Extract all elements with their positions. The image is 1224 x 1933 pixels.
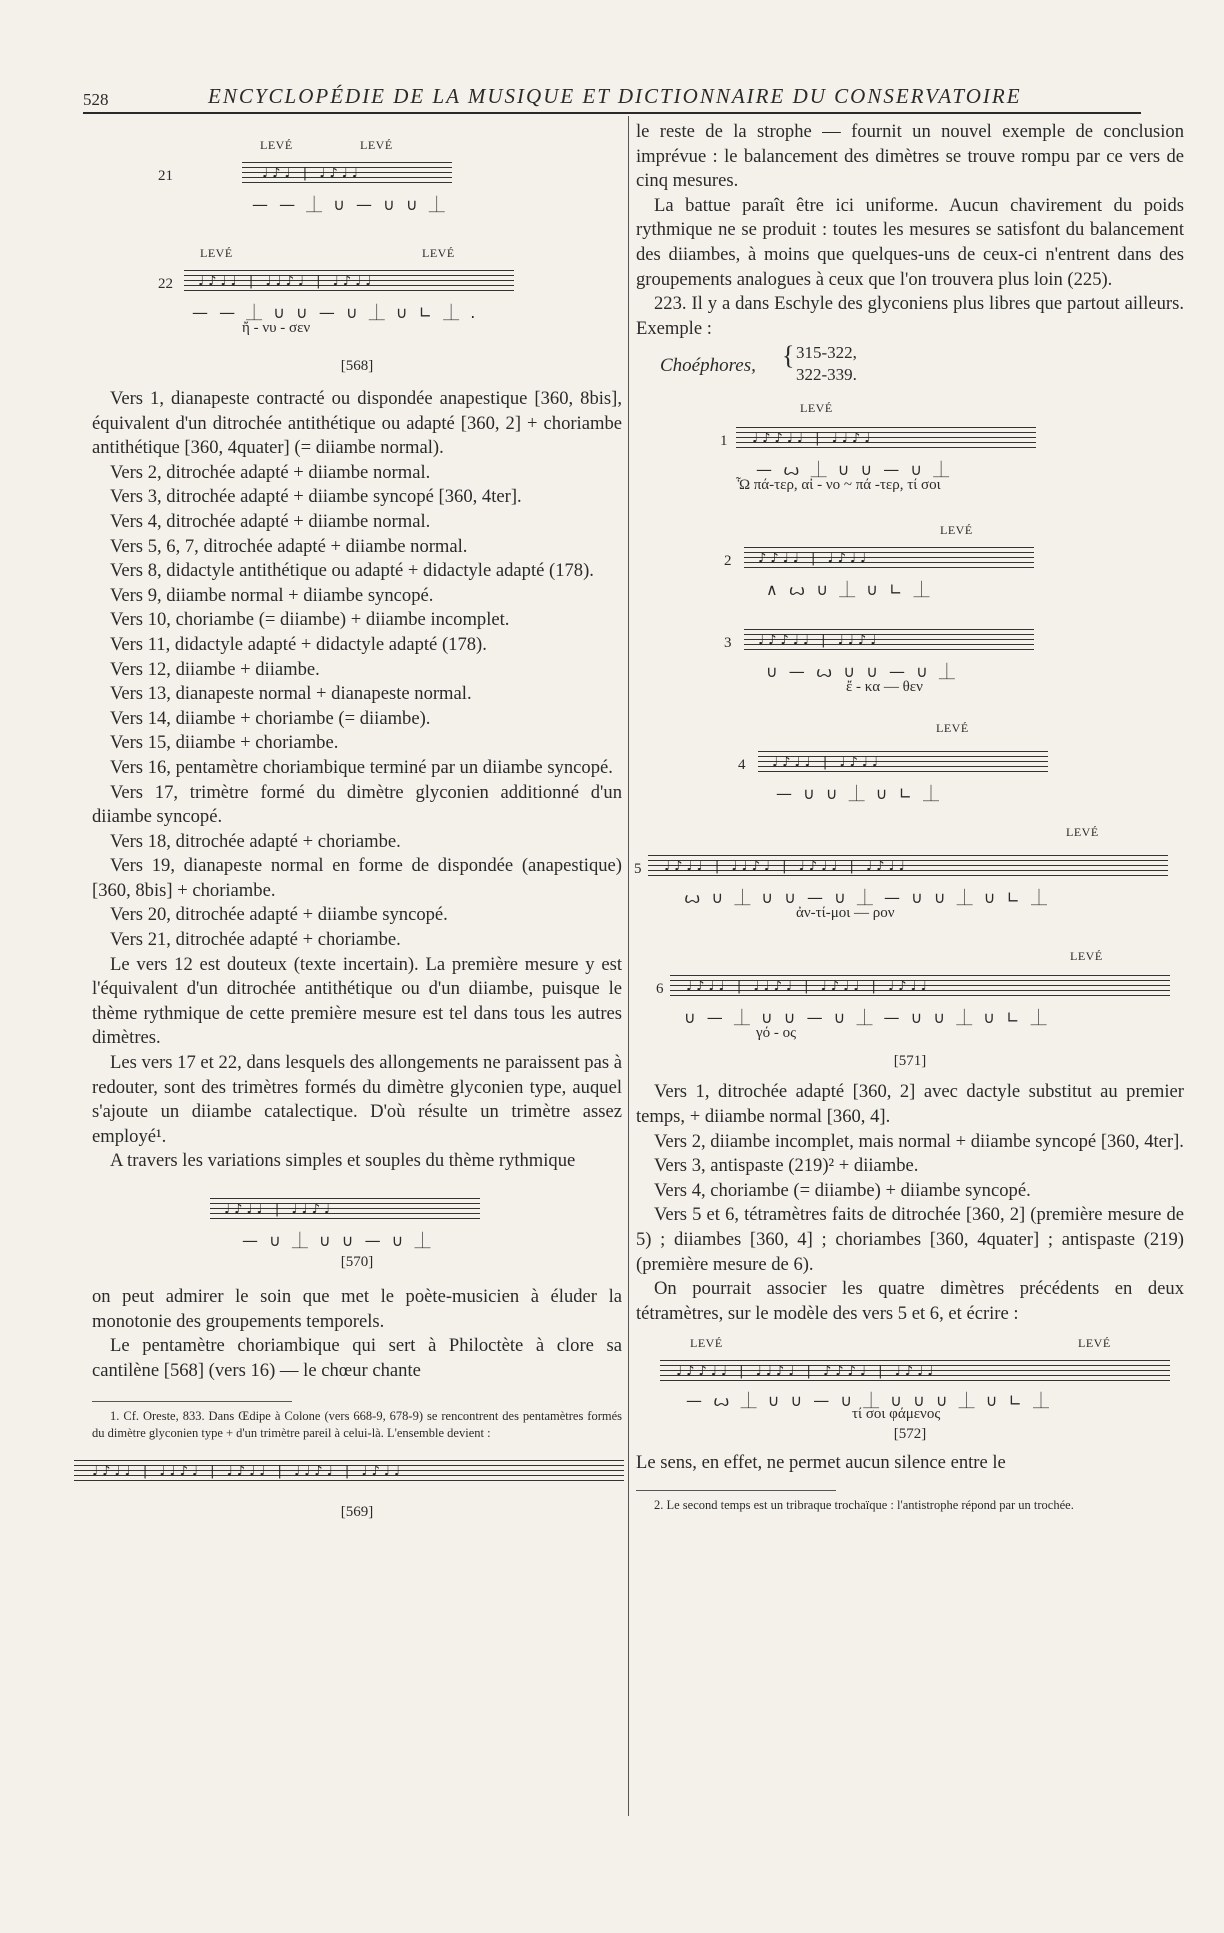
paragraph: Vers 14, diiambe + choriambe (= diiambe). xyxy=(110,707,431,729)
footnote: 2. Le second temps est un tribraque trochaïque : l'antistrophe répond par un trochée. xyxy=(654,1497,1074,1512)
paragraph: Vers 3, antispaste (219)² + diiambe. xyxy=(654,1155,919,1177)
paragraph: Vers 4, ditrochée adapté + diiambe normal. xyxy=(110,510,431,532)
footnote: 1. Cf. Oreste, 833. Dans Œdipe à Colone (vers 668-9, 678-9) se rencontrent des pentamètres formés du dimètre glyconien type + d'un trimètre pareil à celui-là. L'ensemble devient : xyxy=(92,1409,622,1441)
work-title: Choéphores, xyxy=(660,355,756,377)
leve-mark: LEVÉ xyxy=(690,1336,723,1351)
music-staff xyxy=(670,975,1170,997)
music-example-r2 xyxy=(636,503,1184,599)
paragraph: Vers 4, choriambe (= diiambe) + diiambe syncopé. xyxy=(654,1179,1031,1201)
page-number: 528 xyxy=(83,90,109,109)
verse-ref: 315-322, xyxy=(796,343,857,363)
example-number: 6 xyxy=(656,981,664,998)
example-number: 3 xyxy=(724,635,732,652)
note-glyphs: ♩♪♩♩ | ♩♩♪♩ | ♩♪♩♩ xyxy=(198,274,376,289)
music-example-r4 xyxy=(636,707,1184,817)
paragraph: Vers 15, diiambe + choriambe. xyxy=(110,732,339,754)
meter-line: ꙍ ∪ ⏊ ∪ ∪ — ∪ ⏊ — ∪ ∪ ⏊ ∪ ∟ ⏊ xyxy=(684,888,1051,908)
column-divider xyxy=(628,116,629,1816)
music-staff xyxy=(184,270,514,292)
meter-line: — — ⏊ ∪ ∪ — ∪ ⏊ ∪ ∟ ⏊ . xyxy=(192,303,479,322)
paragraph: Vers 10, choriambe (= diiambe) + diiambe incomplet. xyxy=(110,609,510,631)
paragraph: Vers 1, dianapeste contracté ou dispondée anapestique [360, 8bis], équivalent d'un ditrochée antithétique ou adapté [360, 2] + choriambe antithétique [360, 4quater] (= diiambe normal). xyxy=(92,388,622,459)
meter-line: ∪ — ⏊ ∪ ∪ — ∪ ⏊ — ∪ ∪ ⏊ ∪ ∟ ⏊ xyxy=(684,1008,1050,1028)
music-staff xyxy=(210,1198,480,1220)
music-example-r5 xyxy=(636,817,1184,935)
figure-caption: [571] xyxy=(893,1053,927,1070)
paragraph: Vers 2, diiambe incomplet, mais normal + diiambe syncopé [360, 4ter]. xyxy=(654,1130,1184,1152)
music-staff xyxy=(744,547,1034,569)
paragraph: Le vers 12 est douteux (texte incertain). La première mesure y est l'équivalent d'un ditrochée antithétique ou d'un diiambe, puisque le thème rythmique de cette première mesure est tel dans tous les autres dimètres. xyxy=(92,953,622,1049)
left-column xyxy=(92,120,622,1521)
greek-syllables: ἤ - νυ - σεν xyxy=(242,320,311,336)
meter-line: — ꙍ ⏊ ∪ ∪ — ∪ ⏊ xyxy=(756,460,953,480)
paragraph: Vers 1, ditrochée adapté [360, 2] avec dactyle substitut au premier temps, + diiambe normal [360, 4]. xyxy=(636,1081,1184,1127)
leve-mark: LEVÉ xyxy=(1066,825,1099,840)
note-glyphs: ♩♪♩♩ | ♩♩♪♩ | ♩♪♩♩ | ♩♩♪♩ | ♩♪♩♩ xyxy=(92,1464,405,1480)
paragraph: Vers 13, dianapeste normal + dianapeste normal. xyxy=(110,683,472,705)
verse-ref: 322-339. xyxy=(796,365,857,385)
music-staff xyxy=(648,855,1168,877)
note-glyphs: ♪♪♩♩ | ♩♪♩♩ xyxy=(758,551,871,567)
leve-mark: LEVÉ xyxy=(200,246,233,260)
note-glyphs: ♩♪♩♩ | ♩♪♩♩ xyxy=(772,755,883,771)
paragraph: Vers 8, didactyle antithétique ou adapté + didactyle adapté (178). xyxy=(110,560,594,582)
figure-caption: [572] xyxy=(893,1426,927,1443)
figure-caption: [570] xyxy=(340,1254,374,1270)
note-glyphs: ♩♪♪♩♩ | ♩♩♪♩ | ♪♪♪♩ | ♩♪♩♩ xyxy=(676,1364,938,1380)
greek-syllables: ἔ - κα — θεν xyxy=(846,679,923,696)
paragraph: Vers 5 et 6, tétramètres faits de ditrochée [360, 2] (première mesure de 5) ; diiambes [360, 4] ; choriambes [360, 4quater] ; antispaste (219) (première mesure de 6). xyxy=(636,1204,1184,1275)
music-example-570 xyxy=(92,1174,622,1252)
greek-syllables: ἀν-τί-μοι — ρον xyxy=(796,905,895,922)
paragraph: Vers 11, didactyle adapté + didactyle adapté (178). xyxy=(110,633,487,655)
note-glyphs: ♩♪♩♩ | ♩♩♪♩ xyxy=(224,1202,335,1217)
music-example-572 xyxy=(636,1326,1184,1422)
music-example-569 xyxy=(92,1442,622,1490)
figure-caption: [568] xyxy=(340,358,374,374)
leve-mark: LEVÉ xyxy=(936,721,969,736)
paragraph: Le pentamètre choriambique qui sert à Philoctète à clore sa cantilène [568] (vers 16) — le chœur chante xyxy=(92,1335,622,1381)
brace: { xyxy=(782,341,795,371)
leve-mark: LEVÉ xyxy=(260,138,293,152)
meter-line: — — ⏊ ∪ — ∪ ∪ ⏊ xyxy=(252,195,448,214)
note-glyphs: ♩♪♪♩♩ | ♩♩♪♩ xyxy=(758,633,881,649)
source-reference xyxy=(636,341,1184,391)
example-number: 5 xyxy=(634,861,642,878)
note-glyphs: ♩♪♩♩ | ♩♩♪♩ | ♩♪♩♩ | ♩♪♩♩ xyxy=(686,979,931,995)
greek-syllables: γό - ος xyxy=(756,1025,797,1042)
paragraph: le reste de la strophe — fournit un nouvel exemple de conclusion imprévue : le balancement des dimètres se trouve rompu par ce vers de cinq mesures. xyxy=(636,121,1184,192)
running-title: ENCYCLOPÉDIE DE LA MUSIQUE ET DICTIONNAIRE DU CONSERVATOIRE xyxy=(208,84,1022,108)
music-staff xyxy=(736,427,1036,449)
example-number: 1 xyxy=(720,433,728,450)
music-example-r1 xyxy=(636,391,1184,503)
greek-syllables: Ὦ πά-τερ, αἰ - νο ~ πά -τερ, τί σοι xyxy=(736,477,941,494)
paragraph: 223. Il y a dans Eschyle des glyconiens plus libres que partout ailleurs. Exemple : xyxy=(636,293,1184,339)
meter-line: — ∪ ⏊ ∪ ∪ — ∪ ⏊ xyxy=(242,1231,434,1250)
right-column xyxy=(636,120,1184,1514)
example-number: 22 xyxy=(158,276,173,292)
note-glyphs: ♩♪♩♩ | ♩♩♪♩ | ♩♪♩♩ | ♩♪♩♩ xyxy=(664,859,909,875)
music-staff xyxy=(74,1460,624,1482)
paragraph: Vers 19, dianapeste normal en forme de dispondée (anapestique) [360, 8bis] + choriambe. xyxy=(92,855,622,901)
paragraph: Vers 12, diiambe + diiambe. xyxy=(110,658,320,680)
paragraph: On pourrait associer les quatre dimètres précédents en deux tétramètres, sur le modèle des vers 5 et 6, et écrire : xyxy=(636,1278,1184,1324)
note-glyphs: ♩♪♪♩♩ | ♩♩♪♩ xyxy=(752,431,875,447)
music-example-21 xyxy=(92,120,622,214)
paragraph: Vers 20, ditrochée adapté + diiambe syncopé. xyxy=(110,904,448,926)
music-example-22 xyxy=(92,208,622,356)
music-staff xyxy=(660,1360,1170,1382)
paragraph: Vers 16, pentamètre choriambique terminé par un diiambe syncopé. xyxy=(110,756,613,778)
meter-line: — ꙍ ⏊ ∪ ∪ — ∪ ⏊ ∪ ∪ ∪ ⏊ ∪ ∟ ⏊ xyxy=(686,1391,1053,1411)
paragraph: Vers 21, ditrochée adapté + choriambe. xyxy=(110,929,401,951)
music-staff xyxy=(242,162,452,184)
paragraph: Vers 5, 6, 7, ditrochée adapté + diiambe normal. xyxy=(110,535,468,557)
paragraph: Le sens, en effet, ne permet aucun silence entre le xyxy=(636,1452,1006,1474)
paragraph: Les vers 17 et 22, dans lesquels des allongements ne paraissent pas à redouter, sont des trimètres formés du dimètre glyconien type, auquel s'ajoute un diiambe catalectique. D'où résulte un trimètre assez employé¹. xyxy=(92,1052,622,1147)
leve-mark: LEVÉ xyxy=(360,138,393,152)
header-rule xyxy=(83,112,1141,114)
example-number: 4 xyxy=(738,757,746,774)
paragraph: Vers 3, ditrochée adapté + diiambe syncopé [360, 4ter]. xyxy=(110,486,522,508)
meter-line: ∧ ꙍ ∪ ⏊ ∪ ∟ ⏊ xyxy=(766,580,933,600)
example-number: 21 xyxy=(158,168,173,184)
paragraph: Vers 17, trimètre formé du dimètre glyconien additionné d'un diiambe syncopé. xyxy=(92,781,622,828)
paragraph: La battue paraît être ici uniforme. Aucun chavirement du poids rythmique ne se produit : toutes les mesures se satisfont du balancement des diiambes, à moins que quelques-uns de ceux-ci n'entrent dans des groupements analogues à ceux que l'on trouvera plus loin (225). xyxy=(636,194,1184,290)
music-staff xyxy=(758,751,1048,773)
meter-line: — ∪ ∪ ⏊ ∪ ∟ ⏊ xyxy=(776,784,943,804)
paragraph: on peut admirer le soin que met le poète-musicien à éluder la monotonie des groupements temporels. xyxy=(92,1286,622,1332)
leve-mark: LEVÉ xyxy=(940,523,973,538)
figure-caption: [569] xyxy=(340,1504,374,1521)
greek-syllables: τί σοι φάμενος xyxy=(852,1406,941,1423)
leve-mark: LEVÉ xyxy=(1070,949,1103,964)
paragraph: Vers 18, ditrochée adapté + choriambe. xyxy=(110,830,401,852)
music-example-r6 xyxy=(636,935,1184,1043)
paragraph: Vers 2, ditrochée adapté + diiambe normal. xyxy=(110,461,431,483)
paragraph: A travers les variations simples et souples du thème rythmique xyxy=(110,1150,576,1172)
leve-mark: LEVÉ xyxy=(800,401,833,416)
example-number: 2 xyxy=(724,553,732,570)
note-glyphs: ♩♪♩ | ♩♪♩♩ xyxy=(262,166,362,181)
music-example-r3 xyxy=(636,599,1184,707)
music-staff xyxy=(744,629,1034,651)
meter-line: ∪ — ꙍ ∪ ∪ — ∪ ⏊ xyxy=(766,662,958,682)
paragraph: Vers 9, diiambe normal + diiambe syncopé. xyxy=(110,584,434,606)
leve-mark: LEVÉ xyxy=(422,246,455,260)
leve-mark: LEVÉ xyxy=(1078,1336,1111,1351)
